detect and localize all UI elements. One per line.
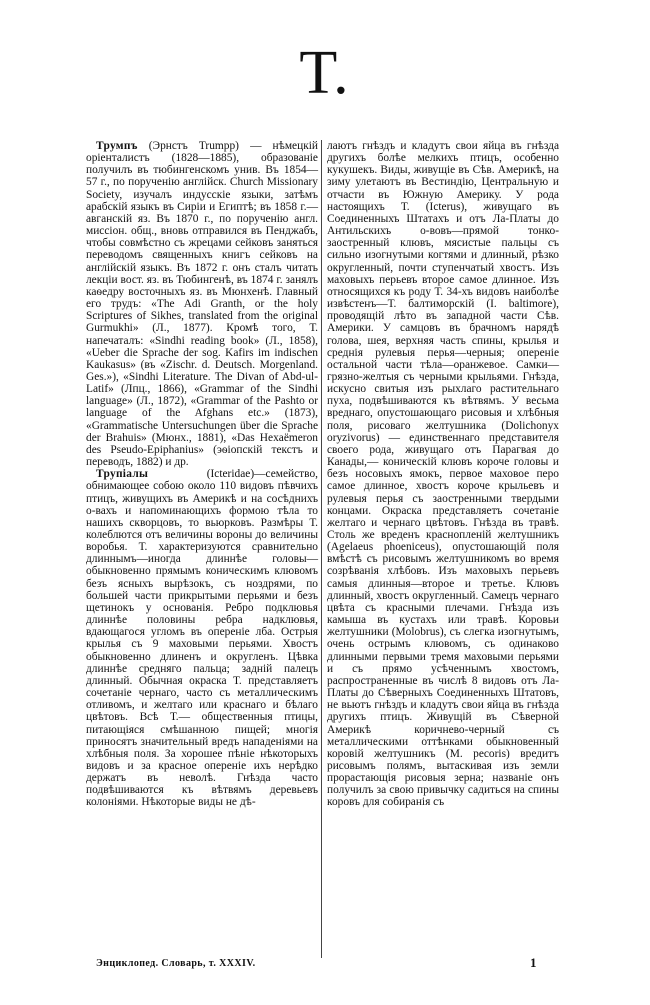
entry-trumpp: [86, 140, 318, 468]
column-divider: [321, 140, 322, 958]
entry-headword: Трумпъ: [96, 140, 138, 152]
letter-heading: Т.: [299, 39, 351, 107]
printer-signature: Энциклопед. Словарь, т. XXXIV.: [96, 958, 256, 969]
entry-body: (Icteridae)—семейство, обнимающее собою около 110 видовъ пѣвчихъ птицъ, живущихъ въ Америкѣ и на сосѣднихъ о-вахъ и напоминающихъ формою тѣла то нашихъ скворцовъ, то вьюрковъ. Размѣры Т. колеблются отъ величины вороны до величины воробья. Т. характеризуются сравнительно длиннымъ—иногда длиннѣе головы— обыкновенно прямымъ коническимъ клювомъ безъ ясныхъ вырѣзокъ, съ ноздрями, по большей части прикрытыми перьями и безъ щетинокъ у основанія. Ребро подклювья длиннѣе половины ребра надклювья, вдающагося угломъ въ опереніе лба. Острыя крылья съ 9 маховыми перьями. Хвостъ обыкновенно длиненъ и округленъ. Цѣвка длиннѣе средняго пальца; задній палецъ длинный. Обычная окраска Т. представляетъ сочетаніе чернаго, часто съ металлическимъ отливомъ, и желтаго или краснаго и бѣлаго цвѣтовъ. Всѣ Т.— общественныя птицы, питающіяся смѣшанною пищей; многія приносятъ значительный вредъ нападеніями на хлѣбныя поля. За хорошее пѣніе нѣкоторыхъ видовъ и за красное опереніе ихъ нерѣдко держатъ въ неволѣ. Гнѣзда часто подвѣшиваются къ вѣтвямъ деревьевъ колоніями. Нѣкоторые виды не дѣ-: [86, 468, 318, 809]
entry-body: (Эрнстъ Trumpp) — нѣмецкій оріенталистъ (1828—1885), образованіе получилъ въ тюбингенскомъ унив. Въ 1854—57 г., по порученію англійск. Church Missionary Society, изучалъ индусскіе языки, затѣмъ арабскій языкъ въ Сиріи и Египтѣ; въ 1858 г.— авганскій яз. Въ 1870 г., по порученію англ. миссіон. общ., вновь отправился въ Пенджабъ, чтобы совмѣстно съ жрецами сейковъ заняться переводомъ священныхъ книгъ сейковъ на англійскій языкъ. Въ 1872 г. онъ сталъ читать лекціи вост. яз. въ Тюбингенѣ, въ 1874 г. занялъ каѳедру восточныхъ яз. въ Мюнхенѣ. Главный его трудъ: «The Adi Granth, or the holy Scriptures of Sikhes, translated from the original Gurmukhi» (Л., 1877). Кромѣ того, Т. напечаталъ: «Sindhi reading book» (Л., 1858), «Ueber die Sprache der sog. Kafirs im indischen Kaukasus» (въ «Zischr. d. Deutsch. Morgenland. Ges.»), «Sindhi Literature. The Divan of Abd-ul-Latif» (Лпц., 1866), «Grammar of the Sindhi language» (Л., 1872), «Grammar of the Pashto or language of the Afghans etc.» (1873), «Grammatische Untersuchungen über die Sprache der Brahuis» (Мюнх., 1881), «Das Hexaëmeron des Pseudo-Epiphanius» (эѳіопскій текстъ и переводъ, 1882) и др.: [86, 140, 318, 469]
entry-continuation: лаютъ гнѣздъ и кладутъ свои яйца въ гнѣзда другихъ болѣе мелкихъ птицъ, особенно кукушекъ. Виды, живущіе въ Сѣв. Америкѣ, на зиму улетаютъ въ Вестиндію, Центральную и отчасти въ Южную Америку. У рода настоящихъ Т. (Icterus), живущаго въ Соединенныхъ Штатахъ и отъ Ла-Платы до Антильскихъ о-вовъ—прямой тонко-заостренный клювъ, мясистые пальцы съ сильно изогнутыми когтями и длинный, рѣзко округленный, почти ступенчатый хвостъ. Изъ маховыхъ перьевъ второе самое длинное. Изъ относящихся къ роду Т. 34-хъ видовъ наиболѣе извѣстенъ—Т. балтиморскій (I. baltimore), проводящій лѣто въ западной части Сѣв. Америки. У самцовъ въ брачномъ нарядѣ голова, шея, верхняя часть спины, крылья и среднія рулевыя перья—черныя; опереніе остальной части тѣла—оранжевое. Самки—грязно-желтыя съ черными крыльями. Гнѣзда, искусно свитыя изъ рыхлаго растительнаго пуха, подвѣшиваются къ вѣтвямъ. У весьма вреднаго, опустошающаго рисовыя и хлѣбныя поля, рисоваго желтушника (Dolichonyx oryzivorus) — единственнаго представителя своего рода, живущаго отъ Парагвая до Канады,— коническій клювъ короче головы и безъ носовыхъ ямокъ, первое маховое перо самое длинное, хвостъ короче крыльевъ и рулевыя перья съ заостренными твердыми концами. Окраска представляетъ сочетаніе желтаго и чернаго цвѣтовъ. Гнѣзда въ травѣ. Столь же вреденъ краснопленій желтушникъ (Agelaeus phoeniceus), опустошающій поля вмѣстѣ съ рисовымъ желтушникомъ во время созрѣванія хлѣбовъ. Изъ маховыхъ перьевъ самыя длинныя—второе и третье. Клювъ длинный, хвостъ округленный. Самецъ чернаго цвѣта съ красными плечами. Гнѣзда изъ камыша въ кустахъ или травѣ. Коровьи желтушники (Molobrus), съ слегка изогнутымъ, очень острымъ клювомъ, съ одинаково длинными первыми тремя маховыми перьями и съ прямо усѣченнымъ хвостомъ, распространенные въ числѣ 8 видовъ отъ Ла-Платы до Сѣверныхъ Соединенныхъ Штатовъ, не вьютъ гнѣздъ и кладутъ свои яйца въ гнѣзда другихъ птицъ. Живущій въ Сѣверной Америкѣ коричнево-черный съ металлическими оттѣнками обыкновенный коровій желтушникъ (M. pecoris) вредитъ рисовымъ полямъ, вытаскивая изъ земли прорастающія рисовыя зерна; названіе онъ получилъ за свою привычку садиться на спины коровъ для собиранія съ: [327, 140, 559, 809]
right-column: [327, 140, 559, 809]
left-column: [86, 140, 318, 809]
page-number: 1: [530, 955, 537, 970]
entry-headword: Трупіалы: [96, 468, 149, 481]
entry-trupialy: [86, 468, 318, 808]
